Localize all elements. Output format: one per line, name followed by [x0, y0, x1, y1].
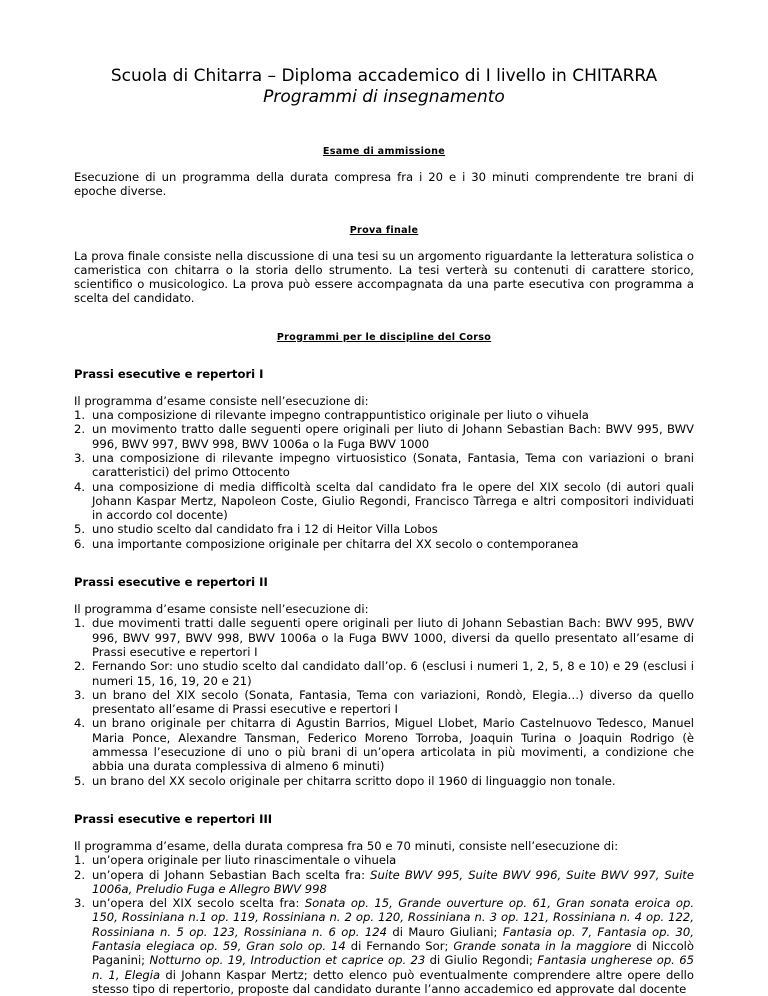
final-exam-heading: Prova finale: [349, 224, 419, 236]
list-number: 3.: [74, 896, 86, 911]
list-item: [74, 537, 694, 551]
list-item: [74, 616, 694, 659]
course1-list: [74, 408, 694, 551]
sor-works: Fantasia op. 7, Fantasia op. 30, Fantasia elegiaca op. 59, Gran solo op. 14: [92, 924, 694, 953]
list-number: 5.: [74, 773, 86, 788]
regondi-works: Notturno op. 19, Introduction et caprice op. 23: [149, 953, 426, 968]
list-number: 4.: [74, 716, 86, 731]
list-item: [74, 868, 694, 897]
list-text: una composizione di rilevante impegno virtuosistico (Sonata, Fantasia, Tema con variazioni o brani caratteristici) del primo Ottocento: [92, 450, 694, 480]
list-item: [74, 480, 694, 523]
list-text: un’opera di Johann Sebastian Bach scelta fra:: [92, 867, 371, 882]
list-item: [74, 659, 694, 688]
list-number: 2.: [74, 867, 86, 882]
course3-intro: Il programma d’esame, della durata compresa fra 50 e 70 minuti, consiste nell’esecuzione di:: [74, 838, 619, 853]
list-item: [74, 522, 694, 536]
course1-intro: Il programma d’esame consiste nell’esecuzione di:: [74, 393, 369, 408]
list-text: un’opera del XIX secolo scelta fra:: [92, 896, 305, 911]
list-number: 2.: [74, 422, 86, 437]
list-text: un brano del XX secolo originale per chitarra scritto dopo il 1960 di linguaggio non tonale.: [92, 773, 616, 788]
list-item: [74, 716, 694, 773]
course2-title: Prassi esecutive e repertori II: [74, 575, 268, 590]
bach-works: Suite BWV 995, Suite BWV 996, Suite BWV 997, Suite 1006a, Preludio Fuga e Allegro BWV 998: [92, 867, 694, 896]
list-text: due movimenti tratti dalle seguenti opere originali per liuto di Johann Sebastian Bach: BWV 995, BWV 996, BWV 997, BWV 998, BWV 1006a o la Fuga BWV 1000, diversi da quello presentato all’esame di Prassi esecutive e repertori I: [92, 616, 694, 659]
list-text: di Mauro Giuliani;: [386, 924, 503, 939]
list-text: un brano originale per chitarra di Agustin Barrios, Miguel Llobet, Mario Castelnuovo Tedesco, Manuel Maria Ponce, Alexandre Tansman, Federico Moreno Torroba, Joaquin Turina o Joaquin Rodrigo (è ammessa l’esecuzione di uno o più brani di un’opera articolata in più movimenti, a condizione che abbia una durata complessiva di almeno 6 minuti): [92, 716, 694, 774]
list-item: [74, 896, 694, 996]
list-item: [74, 451, 694, 480]
list-item: [74, 422, 694, 451]
list-number: 1.: [74, 616, 86, 631]
list-text: di Johann Kaspar Mertz; detto elenco può eventualmente comprendere altre opere dello stesso tipo di repertorio, proposte dal candidato durante l’anno accademico ed approvate dal docente: [92, 967, 694, 996]
final-exam-text: La prova finale consiste nella discussione di una tesi su un argomento riguardante la letteratura solistica o cameristica con chitarra o la storia dello strumento. La tesi verterà su contenuti di carattere storico, scientifico o musicologico. La prova può essere accompagnata da una parte esecutiva con programma a scelta del candidato.: [74, 248, 694, 306]
course2-list: [74, 616, 694, 788]
list-text: di Fernando Sor;: [345, 938, 454, 953]
mertz-works: Fantasia ungherese op. 65 n. 1, Elegia: [92, 953, 694, 982]
list-number: 6.: [74, 536, 86, 551]
list-number: 2.: [74, 659, 86, 674]
course3-list: [74, 853, 694, 996]
list-item: [74, 688, 694, 717]
list-text: Fernando Sor: uno studio scelto dal candidato dall’op. 6 (esclusi i numeri 1, 2, 5, 8 e 10) e 29 (esclusi i numeri 15, 16, 19, 20 e 21): [92, 659, 694, 688]
list-text: una composizione di rilevante impegno contrappuntistico originale per liuto o vihuela: [92, 408, 589, 423]
list-item: [74, 408, 694, 422]
list-text: una importante composizione originale per chitarra del XX secolo o contemporanea: [92, 536, 579, 551]
admission-text: Esecuzione di un programma della durata compresa fra i 20 e i 30 minuti comprendente tre brani di epoche diverse.: [74, 170, 694, 199]
page-subtitle: Programmi di insegnamento: [263, 87, 505, 107]
admission-heading: Esame di ammissione: [322, 146, 446, 157]
list-item: [74, 853, 694, 867]
list-text: un brano del XIX secolo (Sonata, Fantasia, Tema con variazioni, Rondò, Elegia…) diverso da quello presentato all’esame di Prassi esecutive e repertori I: [92, 687, 694, 717]
list-item: [74, 774, 694, 788]
list-text: di Niccolò Paganini;: [92, 938, 694, 968]
course3-title: Prassi esecutive e repertori III: [74, 811, 273, 826]
course1-title: Prassi esecutive e repertori I: [74, 366, 264, 381]
list-text: uno studio scelto dal candidato fra i 12 di Heitor Villa Lobos: [92, 522, 438, 537]
list-text: una composizione di media difficoltà scelta dal candidato fra le opere del XIX secolo (di autori quali Johann Kaspar Mertz, Napoleon Coste, Giulio Regondi, Francisco Tàrrega e altri compositori individuati in accordo col docente): [92, 479, 694, 523]
list-text: un’opera originale per liuto rinascimentale o vihuela: [92, 853, 397, 868]
paganini-works: Grande sonata in la maggiore: [453, 938, 632, 953]
list-number: 1.: [74, 853, 86, 868]
giuliani-works: Sonata op. 15, Grande ouverture op. 61, Gran sonata eroica op. 150, Rossiniana n.1 op. 119, Rossiniana n. 2 op. 120, Rossiniana n. 3 op. 121, Rossiniana n. 4 op. 122, Rossiniana n. 5 op. 123, Rossiniana n. 6 op. 124: [92, 896, 694, 939]
list-number: 4.: [74, 479, 86, 494]
programs-heading: Programmi per le discipline del Corso: [276, 331, 492, 343]
list-number: 3.: [74, 687, 86, 702]
list-number: 1.: [74, 408, 86, 423]
list-text: di Giulio Regondi;: [425, 953, 538, 968]
course2-intro: Il programma d’esame consiste nell’esecuzione di:: [74, 602, 369, 617]
page-title: Scuola di Chitarra – Diploma accademico di I livello in CHITARRA: [110, 66, 658, 86]
list-number: 5.: [74, 522, 86, 537]
list-text: un movimento tratto dalle seguenti opere originali per liuto di Johann Sebastian Bach: BWV 995, BWV 996, BWV 997, BWV 998, BWV 1006a o la Fuga BWV 1000: [92, 422, 694, 451]
document-page: [74, 66, 694, 996]
list-number: 3.: [74, 450, 86, 465]
